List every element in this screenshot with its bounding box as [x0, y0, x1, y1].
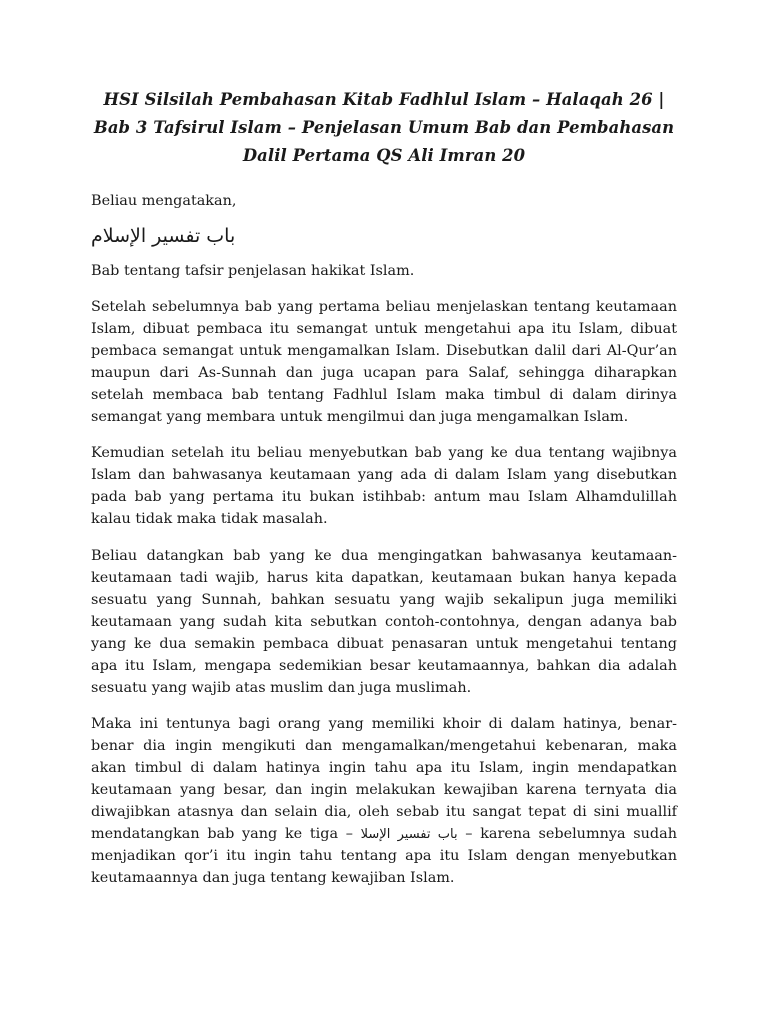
intro-text: Beliau mengatakan, — [91, 193, 237, 209]
arabic-chapter-heading: باب تفسير الإسلام — [91, 225, 236, 247]
title-line-2: Bab 3 Tafsirul Islam – Penjelasan Umum Bab dan Pembahasan — [93, 118, 675, 137]
paragraph-4-arabic: باب تفسير الإسلا — [360, 826, 458, 842]
paragraph-4-after: – karena sebelumnya sudah menjadikan qor’i itu ingin tahu tentang apa itu Islam dengan menyebutkan keutamaannya dan juga tentang kewajiban Islam. — [91, 825, 677, 886]
title-line-1: HSI Silsilah Pembahasan Kitab Fadhlul Islam – Halaqah 26 | — [103, 90, 665, 109]
paragraph-4 — [91, 714, 677, 889]
paragraph-2: Kemudian setelah itu beliau menyebutkan bab yang ke dua tentang wajibnya Islam dan bahwasanya keutamaan yang ada di dalam Islam yang disebutkan pada bab yang pertama itu bukan istihbab: antum mau Islam Alhamdulillah kalau tidak maka tidak masalah. — [91, 445, 677, 528]
chapter-subtitle: Bab tentang tafsir penjelasan hakikat Islam. — [91, 263, 415, 279]
paragraph-4-before: Maka ini tentunya bagi orang yang memiliki khoir di dalam hatinya, benar-benar dia ingin mengikuti dan mengamalkan/mengetahui kebenaran, maka akan timbul di dalam hatinya ingin tahu apa itu Islam, ingin mendapatkan keutamaan yang besar, dan ingin melakukan kewajiban karena ternyata dia diwajibkan atasnya dan selain dia, oleh sebab itu sangat tepat di sini muallif mendatangkan bab yang ke tiga – — [91, 716, 677, 842]
paragraph-1: Setelah sebelumnya bab yang pertama beliau menjelaskan tentang keutamaan Islam, dibuat pembaca itu semangat untuk mengetahui apa itu Islam, dibuat pembaca semangat untuk mengamalkan Islam. Disebutkan dalil dari Al-Qur’an maupun dari As-Sunnah dan juga ucapan para Salaf, sehingga diharapkan setelah membaca bab tentang Fadhlul Islam maka timbul di dalam dirinya semangat yang membara untuk mengilmui dan juga mengamalkan Islam. — [91, 299, 677, 425]
document-title — [91, 86, 677, 170]
title-line-3: Dalil Pertama QS Ali Imran 20 — [242, 146, 526, 165]
document-page — [91, 86, 677, 905]
paragraph-3: Beliau datangkan bab yang ke dua mengingatkan bahwasanya keutamaan-keutamaan tadi wajib, harus kita dapatkan, keutamaan bukan hanya kepada sesuatu yang Sunnah, bahkan sesuatu yang wajib sekalipun juga memiliki keutamaan yang sudah kita sebutkan contoh-contohnya, dengan adanya bab yang ke dua semakin pembaca dibuat penasaran untuk mengetahui tentang apa itu Islam, mengapa sedemikian besar keutamaannya, bahkan dia adalah sesuatu yang wajib atas muslim dan juga muslimah. — [91, 548, 677, 696]
